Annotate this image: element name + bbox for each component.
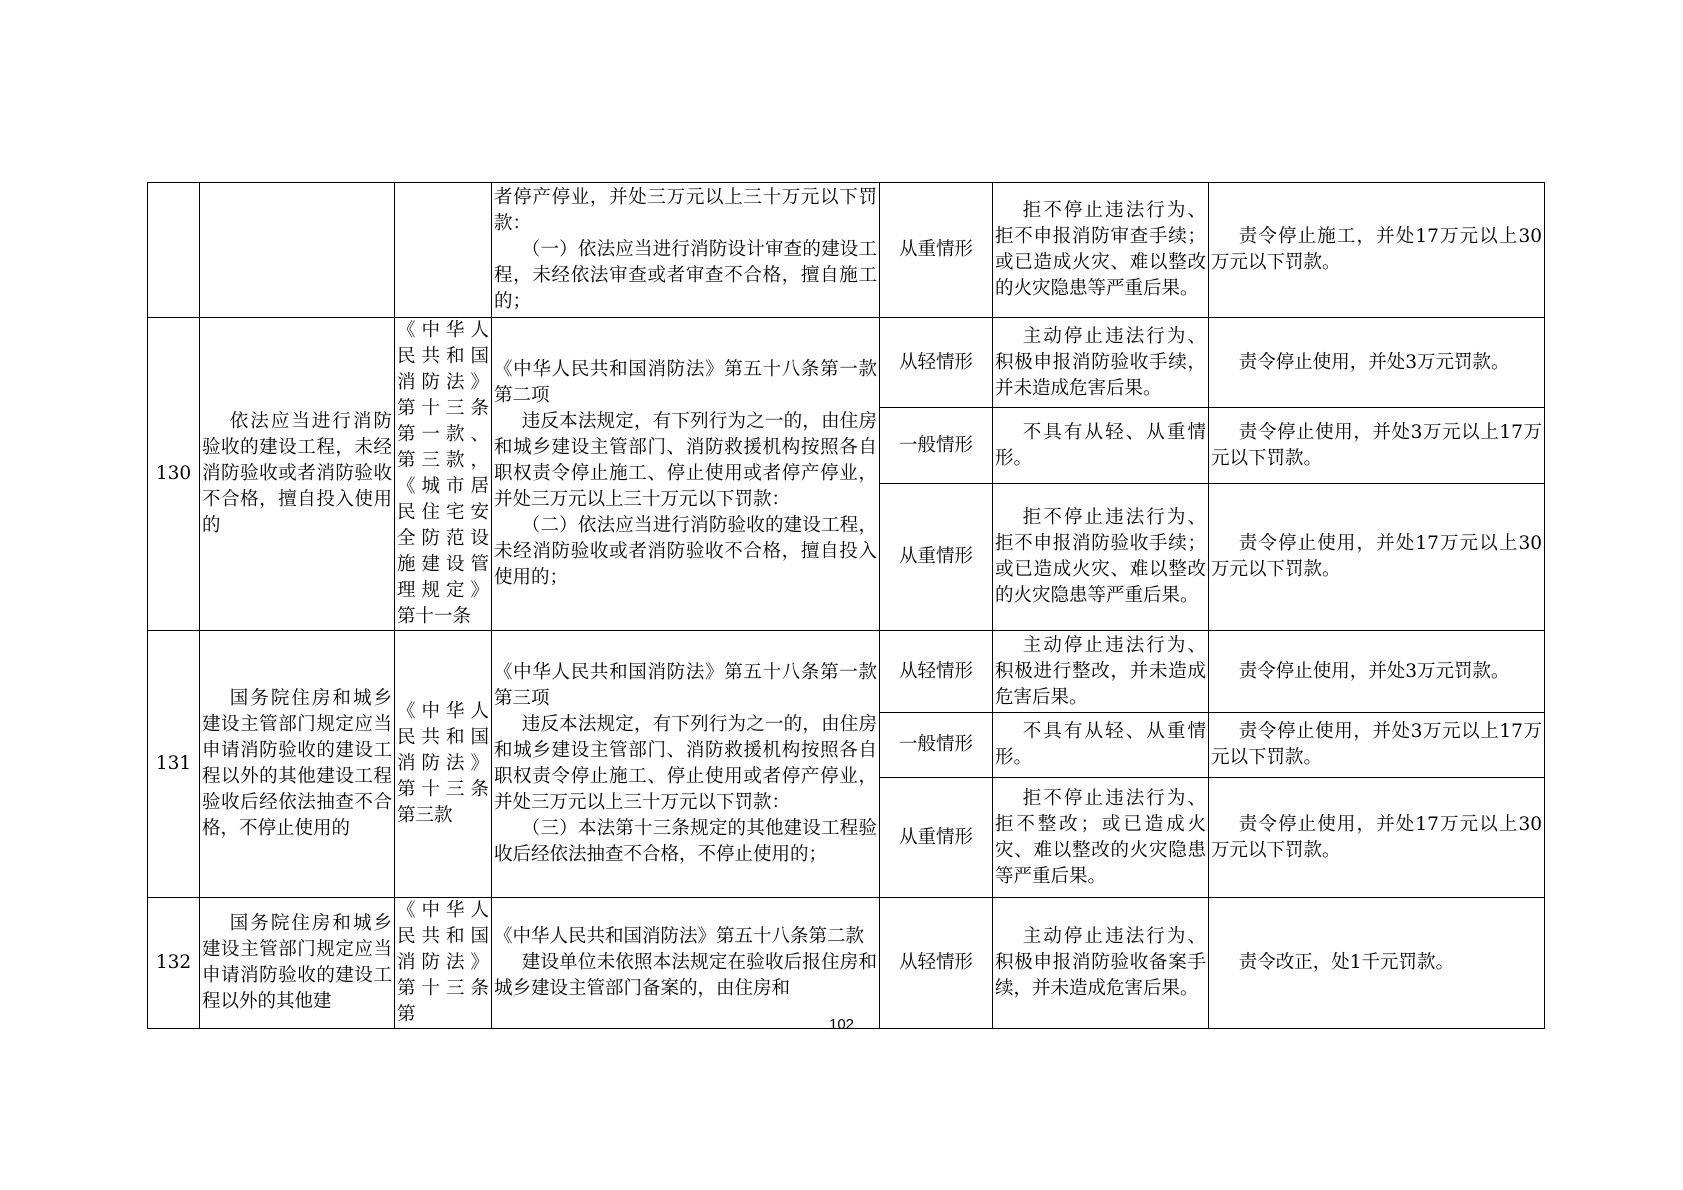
violation-cell (200, 183, 395, 318)
fact-text: （一）依法应当进行消防设计审查的建设工程，未经依法审查或者审查不合格，擅自施工的； (494, 239, 877, 312)
number-cell: 130 (148, 318, 200, 631)
violation-cell: 国务院住房和城乡建设主管部门规定应当申请消防验收的建设工程以外的其他建设工程验收后经依法抽查不合格，不停止使用的 (200, 631, 395, 898)
criteria-cell: 拒不停止违法行为、拒不申报消防审查手续；或已造成火灾、难以整改的火灾隐患等严重后果。 (993, 183, 1209, 318)
fact-cell (492, 183, 880, 318)
number-cell: 131 (148, 631, 200, 898)
penalty-cell: 责令停止使用，并处17万元以上30万元以下罚款。 (1209, 484, 1545, 631)
penalty-cell: 责令停止施工，并处17万元以上30万元以下罚款。 (1209, 183, 1545, 318)
page-number: 102 (828, 1016, 855, 1033)
number-cell (148, 183, 200, 318)
basis-cell: 《中华人民共和国消防法》第十三条第 (395, 898, 492, 1029)
fact-cell (492, 898, 880, 1029)
criteria-cell: 主动停止违法行为、积极进行整改，并未造成危害后果。 (993, 631, 1209, 713)
penalty-cell: 责令停止使用，并处17万元以上30万元以下罚款。 (1209, 778, 1545, 898)
level-cell: 从重情形 (880, 183, 993, 318)
violation-cell: 国务院住房和城乡建设主管部门规定应当申请消防验收的建设工程以外的其他建 (200, 898, 395, 1029)
criteria-cell: 拒不停止违法行为、拒不申报消防验收手续；或已造成火灾、难以整改的火灾隐患等严重后果。 (993, 484, 1209, 631)
level-cell: 从重情形 (880, 778, 993, 898)
table-row (148, 898, 1545, 1029)
criteria-cell: 不具有从轻、从重情形。 (993, 408, 1209, 484)
level-cell: 一般情形 (880, 408, 993, 484)
fact-cell (492, 631, 880, 898)
basis-cell: 《中华人民共和国消防法》第十三条第一款、第三款，《城市居民住宅安全防范设施建设管理规定》第十一条 (395, 318, 492, 631)
penalty-cell: 责令停止使用，并处3万元以上17万元以下罚款。 (1209, 408, 1545, 484)
level-cell: 从重情形 (880, 484, 993, 631)
fact-text: 建设单位未依照本法规定在验收后报住房和城乡建设主管部门备案的，由住房和 (494, 952, 877, 999)
number-cell: 132 (148, 898, 200, 1029)
table-row (148, 183, 1545, 318)
violation-cell: 依法应当进行消防验收的建设工程，未经消防验收或者消防验收不合格，擅自投入使用的 (200, 318, 395, 631)
table-row (148, 631, 1545, 713)
fact-text: 《中华人民共和国消防法》第五十八条第二款 (494, 926, 865, 947)
fact-text: （三）本法第十三条规定的其他建设工程验收后经依法抽查不合格，不停止使用的； (494, 818, 877, 865)
penalty-cell: 责令停止使用，并处3万元罚款。 (1209, 318, 1545, 408)
penalty-discretion-table (147, 182, 1545, 1029)
level-cell: 一般情形 (880, 713, 993, 778)
fact-text: 《中华人民共和国消防法》第五十八条第一款第二项 (494, 359, 877, 406)
criteria-cell: 拒不停止违法行为、拒不整改；或已造成火灾、难以整改的火灾隐患等严重后果。 (993, 778, 1209, 898)
fact-text: （二）依法应当进行消防验收的建设工程，未经消防验收或者消防验收不合格，擅自投入使用的； (494, 515, 877, 588)
fact-text: 违反本法规定，有下列行为之一的，由住房和城乡建设主管部门、消防救援机构按照各自职权责令停止施工、停止使用或者停产停业，并处三万元以上三十万元以下罚款： (494, 411, 877, 510)
penalty-cell: 责令停止使用，并处3万元罚款。 (1209, 631, 1545, 713)
fact-text: 者停产停业，并处三万元以上三十万元以下罚款： (494, 187, 877, 234)
penalty-cell: 责令停止使用，并处3万元以上17万元以下罚款。 (1209, 713, 1545, 778)
level-cell: 从轻情形 (880, 898, 993, 1029)
basis-cell (395, 183, 492, 318)
fact-text: 《中华人民共和国消防法》第五十八条第一款第三项 (494, 662, 877, 709)
basis-cell: 《中华人民共和国消防法》第十三条第三款 (395, 631, 492, 898)
penalty-cell: 责令改正，处1千元罚款。 (1209, 898, 1545, 1029)
criteria-cell: 主动停止违法行为、积极申报消防验收备案手续，并未造成危害后果。 (993, 898, 1209, 1029)
level-cell: 从轻情形 (880, 631, 993, 713)
fact-cell (492, 318, 880, 631)
fact-text: 违反本法规定，有下列行为之一的，由住房和城乡建设主管部门、消防救援机构按照各自职权责令停止施工、停止使用或者停产停业，并处三万元以上三十万元以下罚款： (494, 714, 877, 813)
table-row (148, 318, 1545, 408)
criteria-cell: 不具有从轻、从重情形。 (993, 713, 1209, 778)
criteria-cell: 主动停止违法行为、积极申报消防验收手续，并未造成危害后果。 (993, 318, 1209, 408)
level-cell: 从轻情形 (880, 318, 993, 408)
